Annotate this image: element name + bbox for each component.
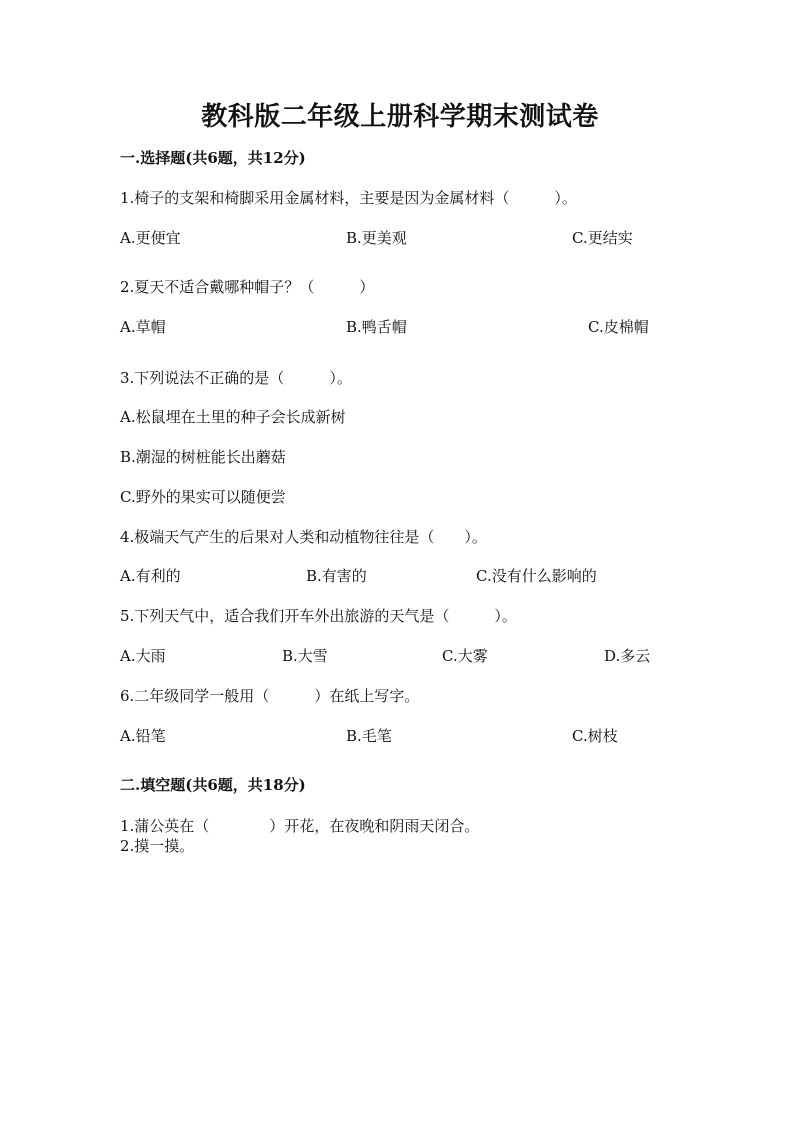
q2-option-a: A.草帽 [120, 318, 166, 336]
q1-option-a: A.更便宜 [120, 229, 181, 247]
q6-option-a: A.铅笔 [120, 727, 166, 745]
q6-option-b: B.毛笔 [346, 727, 392, 745]
page-title: 教科版二年级上册科学期末测试卷 [201, 102, 599, 132]
q4-option-c: C.没有什么影响的 [476, 567, 597, 585]
question-6: 6.二年级同学一般用（ ）在纸上写字。 [120, 687, 420, 705]
section-heading-fill-blank: 二.填空题(共6题，共18分) [120, 776, 306, 794]
q1-option-b: B.更美观 [346, 229, 407, 247]
fill-question-1: 1.蒲公英在（ ）开花，在夜晚和阴雨天闭合。 [120, 817, 480, 835]
question-4: 4.极端天气产生的后果对人类和动植物往往是（ ）。 [120, 528, 487, 546]
q2-option-c: C.皮棉帽 [588, 318, 649, 336]
question-2: 2.夏天不适合戴哪种帽子？（ ） [120, 278, 375, 296]
q1-option-c: C.更结实 [572, 229, 633, 247]
question-5: 5.下列天气中，适合我们开车外出旅游的天气是（ ）。 [120, 607, 517, 625]
fill-question-2: 2.摸一摸。 [120, 837, 195, 855]
q4-option-b: B.有害的 [306, 567, 367, 585]
q3-option-c: C.野外的果实可以随便尝 [120, 488, 286, 506]
q6-option-c: C.树枝 [572, 727, 618, 745]
q3-option-b: B.潮湿的树桩能长出蘑菇 [120, 448, 286, 466]
q5-option-b: B.大雪 [282, 647, 328, 665]
question-3: 3.下列说法不正确的是（ ）。 [120, 369, 352, 387]
q2-option-b: B.鸭舌帽 [346, 318, 407, 336]
q5-option-a: A.大雨 [120, 647, 166, 665]
question-1: 1.椅子的支架和椅脚采用金属材料，主要是因为金属材料（ ）。 [120, 189, 577, 207]
section-heading-choice: 一.选择题(共6题，共12分) [120, 149, 306, 167]
q3-option-a: A.松鼠埋在土里的种子会长成新树 [120, 408, 346, 426]
q5-option-c: C.大雾 [442, 647, 488, 665]
q4-option-a: A.有利的 [120, 567, 181, 585]
q5-option-d: D.多云 [604, 647, 651, 665]
